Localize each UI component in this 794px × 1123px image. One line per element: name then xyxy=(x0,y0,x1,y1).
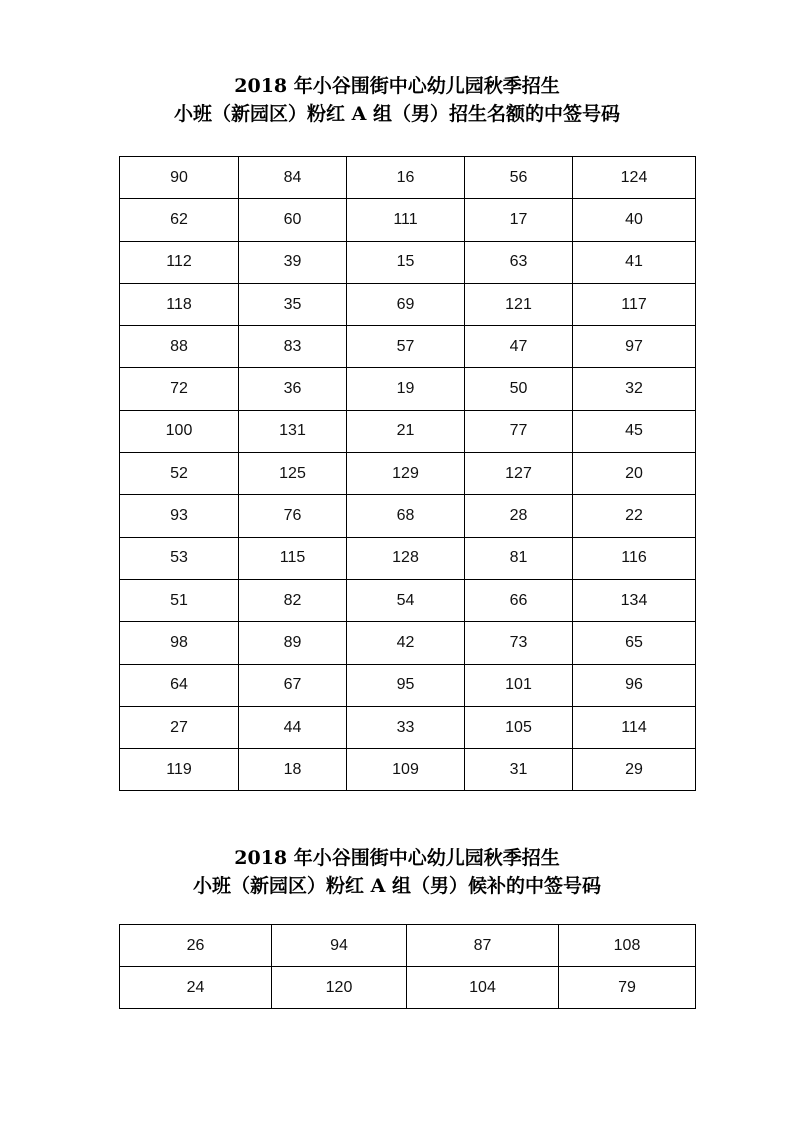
table-cell: 57 xyxy=(347,326,465,368)
section2-title xyxy=(0,844,794,900)
table-cell: 68 xyxy=(347,495,465,537)
table-row xyxy=(120,368,696,410)
table-row xyxy=(120,410,696,452)
table-cell: 124 xyxy=(573,157,696,199)
table-cell: 83 xyxy=(239,326,347,368)
table-cell: 28 xyxy=(465,495,573,537)
table-cell: 52 xyxy=(120,453,239,495)
table-cell: 36 xyxy=(239,368,347,410)
table-cell: 81 xyxy=(465,537,573,579)
table-cell: 65 xyxy=(573,622,696,664)
table-cell: 53 xyxy=(120,537,239,579)
table-cell: 67 xyxy=(239,664,347,706)
table-row xyxy=(120,453,696,495)
table-cell: 108 xyxy=(559,925,696,967)
table-cell: 98 xyxy=(120,622,239,664)
table-cell: 47 xyxy=(465,326,573,368)
table-cell: 94 xyxy=(272,925,407,967)
table-cell: 87 xyxy=(407,925,559,967)
table-cell: 72 xyxy=(120,368,239,410)
table-cell: 88 xyxy=(120,326,239,368)
table-cell: 111 xyxy=(347,199,465,241)
table-cell: 20 xyxy=(573,453,696,495)
table-cell: 18 xyxy=(239,749,347,791)
table-row xyxy=(120,157,696,199)
table-row xyxy=(120,664,696,706)
table-cell: 35 xyxy=(239,283,347,325)
table-cell: 73 xyxy=(465,622,573,664)
section2-title-line1: 2018 年小谷围街中心幼儿园秋季招生 xyxy=(234,847,560,869)
table-cell: 56 xyxy=(465,157,573,199)
table-cell: 100 xyxy=(120,410,239,452)
table-cell: 19 xyxy=(347,368,465,410)
table-cell: 63 xyxy=(465,241,573,283)
table-cell: 44 xyxy=(239,706,347,748)
waitlist-numbers-table-body xyxy=(120,925,696,1009)
table-cell: 131 xyxy=(239,410,347,452)
table-cell: 41 xyxy=(573,241,696,283)
table-cell: 117 xyxy=(573,283,696,325)
table-cell: 32 xyxy=(573,368,696,410)
table-cell: 79 xyxy=(559,967,696,1009)
section2-title-line2: 小班（新园区）粉红 A 组（男）候补的中签号码 xyxy=(193,875,601,897)
table-cell: 17 xyxy=(465,199,573,241)
table-cell: 39 xyxy=(239,241,347,283)
table-cell: 66 xyxy=(465,579,573,621)
section1-title-line1: 2018 年小谷围街中心幼儿园秋季招生 xyxy=(234,75,560,97)
table-row xyxy=(120,241,696,283)
table-row xyxy=(120,706,696,748)
table-cell: 105 xyxy=(465,706,573,748)
table-cell: 93 xyxy=(120,495,239,537)
table-cell: 40 xyxy=(573,199,696,241)
table-cell: 90 xyxy=(120,157,239,199)
table-cell: 60 xyxy=(239,199,347,241)
table-cell: 33 xyxy=(347,706,465,748)
table-cell: 82 xyxy=(239,579,347,621)
section1-title xyxy=(0,72,794,128)
table-cell: 15 xyxy=(347,241,465,283)
table-cell: 89 xyxy=(239,622,347,664)
table-cell: 109 xyxy=(347,749,465,791)
table-cell: 77 xyxy=(465,410,573,452)
table-row xyxy=(120,749,696,791)
table-row xyxy=(120,495,696,537)
table-cell: 120 xyxy=(272,967,407,1009)
table-cell: 84 xyxy=(239,157,347,199)
table-cell: 64 xyxy=(120,664,239,706)
table-row xyxy=(120,326,696,368)
table-row xyxy=(120,537,696,579)
table-cell: 21 xyxy=(347,410,465,452)
table-cell: 114 xyxy=(573,706,696,748)
table-cell: 125 xyxy=(239,453,347,495)
table-cell: 16 xyxy=(347,157,465,199)
table-cell: 112 xyxy=(120,241,239,283)
table-row xyxy=(120,579,696,621)
table-cell: 127 xyxy=(465,453,573,495)
table-row xyxy=(120,283,696,325)
table-cell: 121 xyxy=(465,283,573,325)
table-cell: 119 xyxy=(120,749,239,791)
table-cell: 50 xyxy=(465,368,573,410)
table-cell: 116 xyxy=(573,537,696,579)
table-cell: 27 xyxy=(120,706,239,748)
table-cell: 62 xyxy=(120,199,239,241)
winning-numbers-table xyxy=(119,156,696,791)
table-row xyxy=(120,967,696,1009)
table-cell: 101 xyxy=(465,664,573,706)
waitlist-numbers-table xyxy=(119,924,696,1009)
table-cell: 31 xyxy=(465,749,573,791)
table-row xyxy=(120,925,696,967)
table-cell: 129 xyxy=(347,453,465,495)
table-cell: 128 xyxy=(347,537,465,579)
table-cell: 22 xyxy=(573,495,696,537)
table-cell: 54 xyxy=(347,579,465,621)
table-cell: 26 xyxy=(120,925,272,967)
table-row xyxy=(120,199,696,241)
table-cell: 115 xyxy=(239,537,347,579)
table-cell: 118 xyxy=(120,283,239,325)
table-cell: 45 xyxy=(573,410,696,452)
table-cell: 134 xyxy=(573,579,696,621)
table-cell: 42 xyxy=(347,622,465,664)
table-cell: 97 xyxy=(573,326,696,368)
table-cell: 69 xyxy=(347,283,465,325)
table-row xyxy=(120,622,696,664)
section1-title-line2: 小班（新园区）粉红 A 组（男）招生名额的中签号码 xyxy=(174,103,620,125)
table-cell: 76 xyxy=(239,495,347,537)
table-cell: 95 xyxy=(347,664,465,706)
table-cell: 104 xyxy=(407,967,559,1009)
table-cell: 24 xyxy=(120,967,272,1009)
table-cell: 29 xyxy=(573,749,696,791)
winning-numbers-table-body xyxy=(120,157,696,791)
table-cell: 51 xyxy=(120,579,239,621)
table-cell: 96 xyxy=(573,664,696,706)
